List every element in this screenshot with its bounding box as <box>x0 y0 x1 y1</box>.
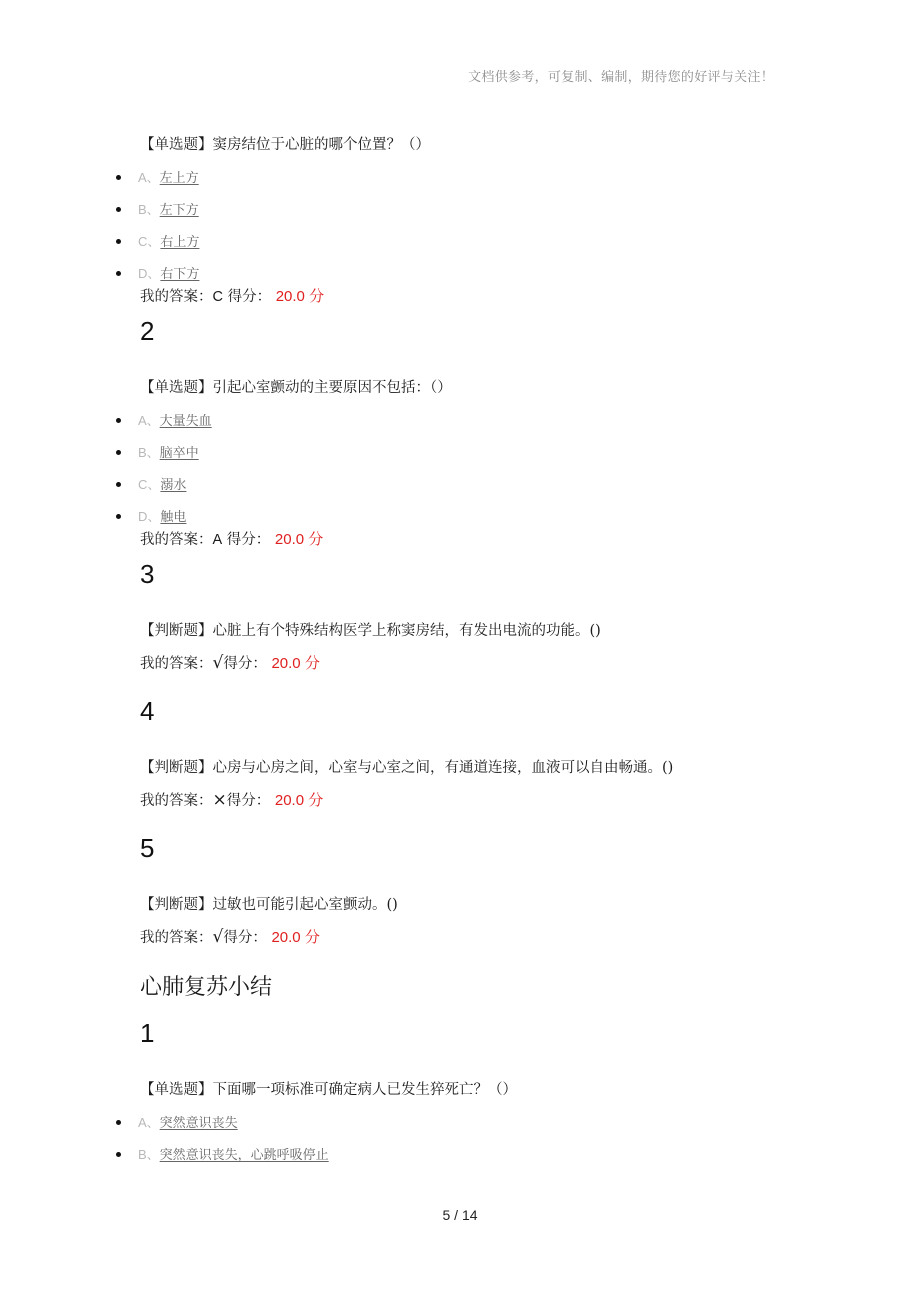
bullet-icon <box>116 175 121 180</box>
question-number: 2 <box>140 316 155 346</box>
question-stem: 【单选题】下面哪一项标准可确定病人已发生猝死亡？（） <box>140 1082 517 1098</box>
question-stem: 【判断题】过敏也可能引起心室颤动。() <box>140 897 398 913</box>
score-value: 20.0 分 <box>271 929 320 946</box>
question-stem: 【单选题】引起心室颤动的主要原因不包括：（） <box>140 380 452 396</box>
answer-line: 我的答案：√得分： 20.0 分 <box>140 653 320 673</box>
answer-line: 我的答案：C 得分： 20.0 分 <box>140 288 325 305</box>
bullet-icon <box>116 271 121 276</box>
option-item[interactable]: B、脑卒中 <box>116 442 199 461</box>
score-value: 20.0 分 <box>274 531 324 548</box>
option-item[interactable]: D、右下方 <box>116 263 199 282</box>
cross-mark-icon: × <box>212 790 227 810</box>
answer-line: 我的答案：√得分： 20.0 分 <box>140 927 320 947</box>
bullet-icon <box>116 482 121 487</box>
option-item[interactable]: C、溺水 <box>116 474 186 493</box>
check-mark-icon: √ <box>212 927 224 947</box>
option-item[interactable]: B、左下方 <box>116 199 199 218</box>
bullet-icon <box>116 450 121 455</box>
option-item[interactable]: C、右上方 <box>116 231 199 250</box>
option-item[interactable]: B、突然意识丧失，心跳呼吸停止 <box>116 1144 329 1163</box>
score-value: 20.0 分 <box>275 288 325 305</box>
question-stem: 【判断题】心房与心房之间，心室与心室之间，有通道连接，血液可以自由畅通。() <box>140 760 674 776</box>
option-item[interactable]: A、大量失血 <box>116 410 212 429</box>
score-value: 20.0 分 <box>274 792 324 809</box>
question-stem: 【判断题】心脏上有个特殊结构医学上称窦房结，有发出电流的功能。() <box>140 623 601 639</box>
question-number: 1 <box>140 1018 155 1048</box>
answer-line: 我的答案：A 得分： 20.0 分 <box>140 531 324 548</box>
bullet-icon <box>116 1152 121 1157</box>
score-value: 20.0 分 <box>271 655 320 672</box>
question-number: 5 <box>140 833 155 863</box>
section-title: 心肺复苏小结 <box>140 975 273 1000</box>
option-item[interactable]: D、触电 <box>116 506 186 525</box>
bullet-icon <box>116 207 121 212</box>
bullet-icon <box>116 239 121 244</box>
page-number: 5 / 14 <box>442 1207 478 1223</box>
answer-line: 我的答案：×得分： 20.0 分 <box>140 790 324 810</box>
question-stem: 【单选题】窦房结位于心脏的哪个位置？（） <box>140 137 430 153</box>
bullet-icon <box>116 514 121 519</box>
option-item[interactable]: A、左上方 <box>116 167 199 186</box>
check-mark-icon: √ <box>212 653 224 673</box>
question-number: 3 <box>140 559 155 589</box>
bullet-icon <box>116 418 121 423</box>
question-number: 4 <box>140 696 155 726</box>
bullet-icon <box>116 1120 121 1125</box>
page-header: 文档供参考，可复制、编制，期待您的好评与关注！ <box>468 70 774 85</box>
option-item[interactable]: A、突然意识丧失 <box>116 1112 238 1131</box>
